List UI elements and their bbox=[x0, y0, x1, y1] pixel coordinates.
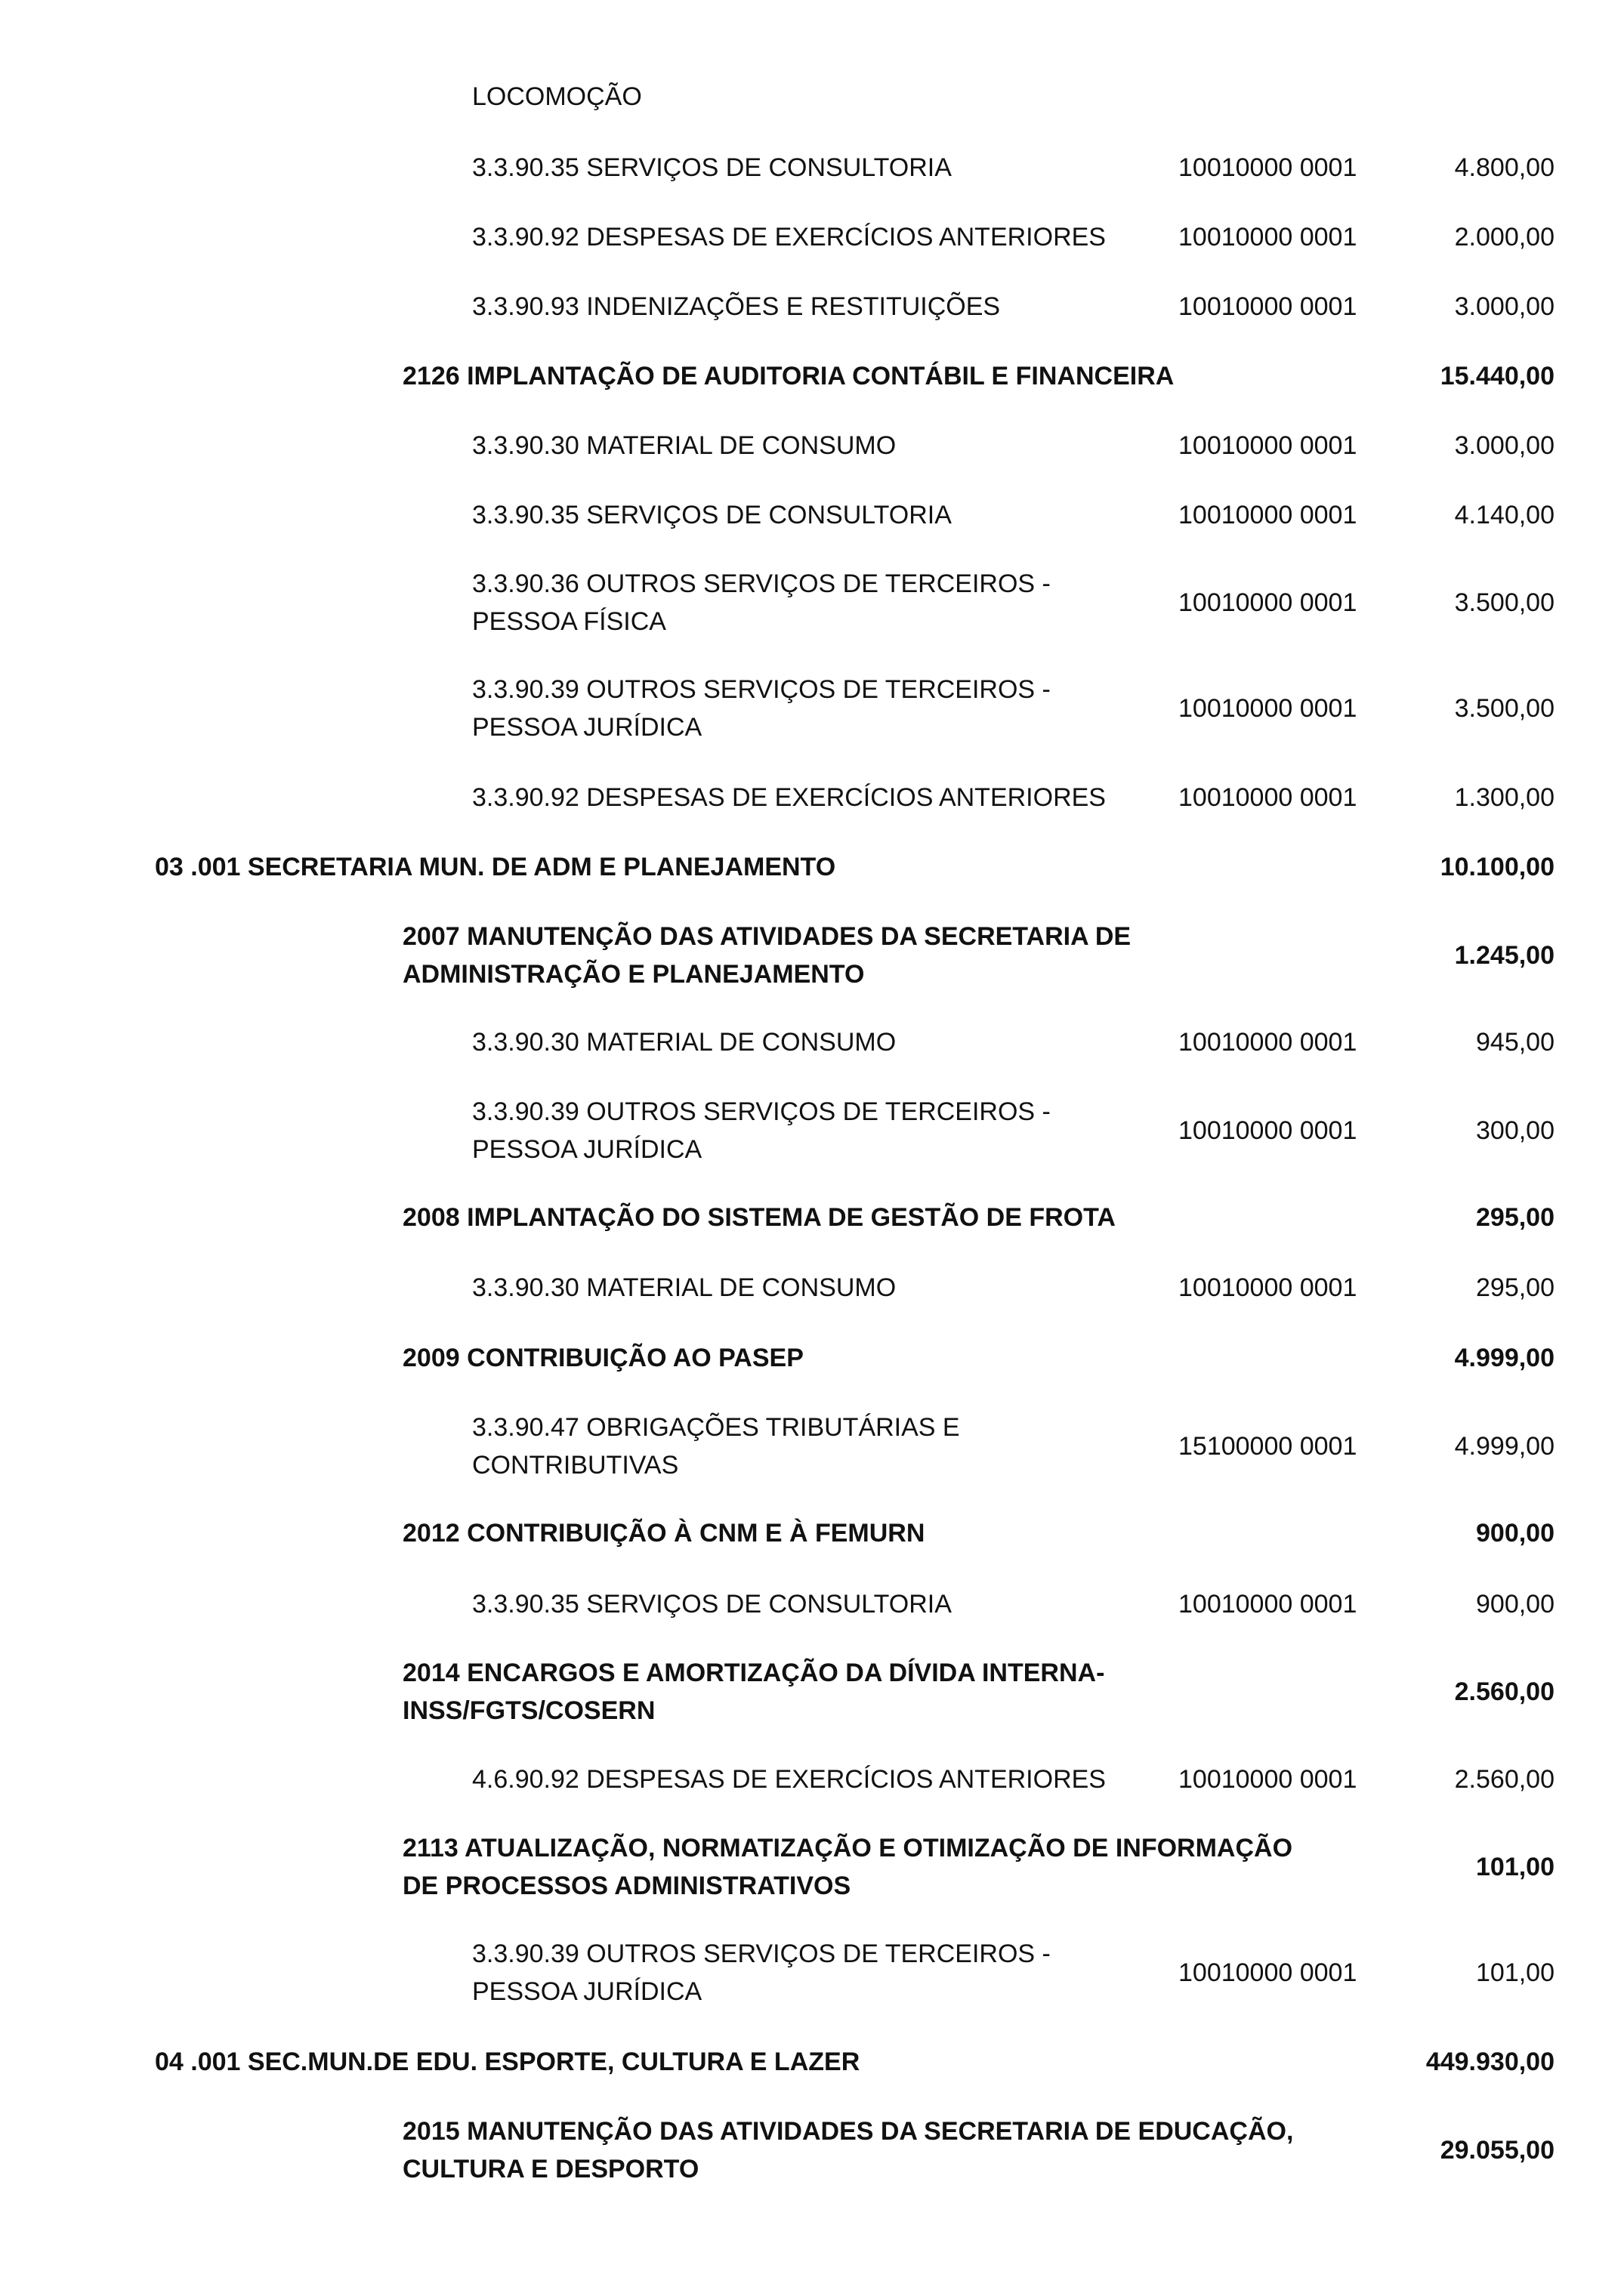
row-description-continued: PESSOA JURÍDICA bbox=[472, 1977, 702, 2006]
row-value: 4.999,00 bbox=[1454, 1344, 1555, 1372]
row-value: 1.245,00 bbox=[1454, 941, 1555, 970]
row-description: 3.3.90.36 OUTROS SERVIÇOS DE TERCEIROS - bbox=[472, 569, 1051, 598]
row-description: 3.3.90.47 OBRIGAÇÕES TRIBUTÁRIAS E bbox=[472, 1413, 960, 1442]
row-description: 3.3.90.92 DESPESAS DE EXERCÍCIOS ANTERIORES bbox=[472, 783, 1106, 812]
row-source-code: 10010000 0001 bbox=[1178, 501, 1357, 529]
row-description-continued: CONTRIBUTIVAS bbox=[472, 1451, 679, 1480]
row-description: 4.6.90.92 DESPESAS DE EXERCÍCIOS ANTERIORES bbox=[472, 1765, 1106, 1794]
row-description: 3.3.90.39 OUTROS SERVIÇOS DE TERCEIROS - bbox=[472, 1940, 1051, 1968]
row-source-code: 10010000 0001 bbox=[1178, 588, 1357, 617]
row-description-continued: PESSOA JURÍDICA bbox=[472, 1135, 702, 1164]
row-value: 4.800,00 bbox=[1454, 153, 1555, 182]
row-value: 2.000,00 bbox=[1454, 223, 1555, 252]
row-description: 3.3.90.35 SERVIÇOS DE CONSULTORIA bbox=[472, 153, 952, 182]
row-value: 29.055,00 bbox=[1440, 2136, 1555, 2165]
row-value: 3.500,00 bbox=[1454, 694, 1555, 723]
row-description-continued: PESSOA JURÍDICA bbox=[472, 713, 702, 742]
row-value: 4.999,00 bbox=[1454, 1432, 1555, 1461]
row-description: 3.3.90.30 MATERIAL DE CONSUMO bbox=[472, 431, 897, 460]
row-description: 3.3.90.92 DESPESAS DE EXERCÍCIOS ANTERIORES bbox=[472, 223, 1106, 252]
row-description: LOCOMOÇÃO bbox=[472, 82, 642, 111]
row-description-continued: DE PROCESSOS ADMINISTRATIVOS bbox=[403, 1872, 851, 1900]
row-source-code: 10010000 0001 bbox=[1178, 431, 1357, 460]
row-description: 3.3.90.93 INDENIZAÇÕES E RESTITUIÇÕES bbox=[472, 292, 1001, 321]
row-description: 3.3.90.39 OUTROS SERVIÇOS DE TERCEIROS - bbox=[472, 675, 1051, 704]
row-value: 295,00 bbox=[1476, 1273, 1555, 1302]
row-value: 10.100,00 bbox=[1440, 853, 1555, 881]
row-value: 3.000,00 bbox=[1454, 292, 1555, 321]
row-value: 3.000,00 bbox=[1454, 431, 1555, 460]
row-source-code: 10010000 0001 bbox=[1178, 1273, 1357, 1302]
row-description: 2014 ENCARGOS E AMORTIZAÇÃO DA DÍVIDA INTERNA- bbox=[403, 1659, 1105, 1687]
row-description: 3.3.90.30 MATERIAL DE CONSUMO bbox=[472, 1273, 897, 1302]
row-description: 2012 CONTRIBUIÇÃO À CNM E À FEMURN bbox=[403, 1519, 925, 1548]
row-description: 2008 IMPLANTAÇÃO DO SISTEMA DE GESTÃO DE FROTA bbox=[403, 1203, 1116, 1232]
row-value: 900,00 bbox=[1476, 1590, 1555, 1619]
row-source-code: 15100000 0001 bbox=[1178, 1432, 1357, 1461]
row-value: 1.300,00 bbox=[1454, 783, 1555, 812]
row-value: 4.140,00 bbox=[1454, 501, 1555, 529]
row-value: 295,00 bbox=[1476, 1203, 1555, 1232]
row-description-continued: CULTURA E DESPORTO bbox=[403, 2155, 699, 2183]
row-description: 03 .001 SECRETARIA MUN. DE ADM E PLANEJAMENTO bbox=[155, 853, 836, 881]
row-description: 3.3.90.35 SERVIÇOS DE CONSULTORIA bbox=[472, 501, 952, 529]
row-source-code: 10010000 0001 bbox=[1178, 1958, 1357, 1987]
row-description-continued: PESSOA FÍSICA bbox=[472, 607, 666, 636]
row-value: 15.440,00 bbox=[1440, 362, 1555, 390]
row-value: 101,00 bbox=[1476, 1853, 1555, 1881]
row-description-continued: ADMINISTRAÇÃO E PLANEJAMENTO bbox=[403, 960, 865, 989]
row-description-continued: INSS/FGTS/COSERN bbox=[403, 1696, 656, 1725]
row-source-code: 10010000 0001 bbox=[1178, 1028, 1357, 1057]
row-value: 2.560,00 bbox=[1454, 1765, 1555, 1794]
row-description: 2009 CONTRIBUIÇÃO AO PASEP bbox=[403, 1344, 804, 1372]
row-value: 900,00 bbox=[1476, 1519, 1555, 1548]
row-value: 101,00 bbox=[1476, 1958, 1555, 1987]
row-description: 2113 ATUALIZAÇÃO, NORMATIZAÇÃO E OTIMIZAÇÃO DE INFORMAÇÃO bbox=[403, 1834, 1293, 1862]
row-source-code: 10010000 0001 bbox=[1178, 153, 1357, 182]
row-value: 945,00 bbox=[1476, 1028, 1555, 1057]
row-description: 3.3.90.39 OUTROS SERVIÇOS DE TERCEIROS - bbox=[472, 1097, 1051, 1126]
row-description: 3.3.90.35 SERVIÇOS DE CONSULTORIA bbox=[472, 1590, 952, 1619]
row-source-code: 10010000 0001 bbox=[1178, 292, 1357, 321]
row-source-code: 10010000 0001 bbox=[1178, 223, 1357, 252]
row-source-code: 10010000 0001 bbox=[1178, 1590, 1357, 1619]
row-description: 2126 IMPLANTAÇÃO DE AUDITORIA CONTÁBIL E FINANCEIRA bbox=[403, 362, 1175, 390]
row-description: 04 .001 SEC.MUN.DE EDU. ESPORTE, CULTURA E LAZER bbox=[155, 2048, 860, 2076]
row-description: 2015 MANUTENÇÃO DAS ATIVIDADES DA SECRETARIA DE EDUCAÇÃO, bbox=[403, 2117, 1294, 2146]
row-source-code: 10010000 0001 bbox=[1178, 694, 1357, 723]
row-source-code: 10010000 0001 bbox=[1178, 1116, 1357, 1145]
row-source-code: 10010000 0001 bbox=[1178, 1765, 1357, 1794]
row-source-code: 10010000 0001 bbox=[1178, 783, 1357, 812]
row-description: 3.3.90.30 MATERIAL DE CONSUMO bbox=[472, 1028, 897, 1057]
row-value: 300,00 bbox=[1476, 1116, 1555, 1145]
row-value: 3.500,00 bbox=[1454, 588, 1555, 617]
row-description: 2007 MANUTENÇÃO DAS ATIVIDADES DA SECRETARIA DE bbox=[403, 922, 1132, 951]
row-value: 449.930,00 bbox=[1425, 2048, 1555, 2076]
row-value: 2.560,00 bbox=[1454, 1677, 1555, 1706]
